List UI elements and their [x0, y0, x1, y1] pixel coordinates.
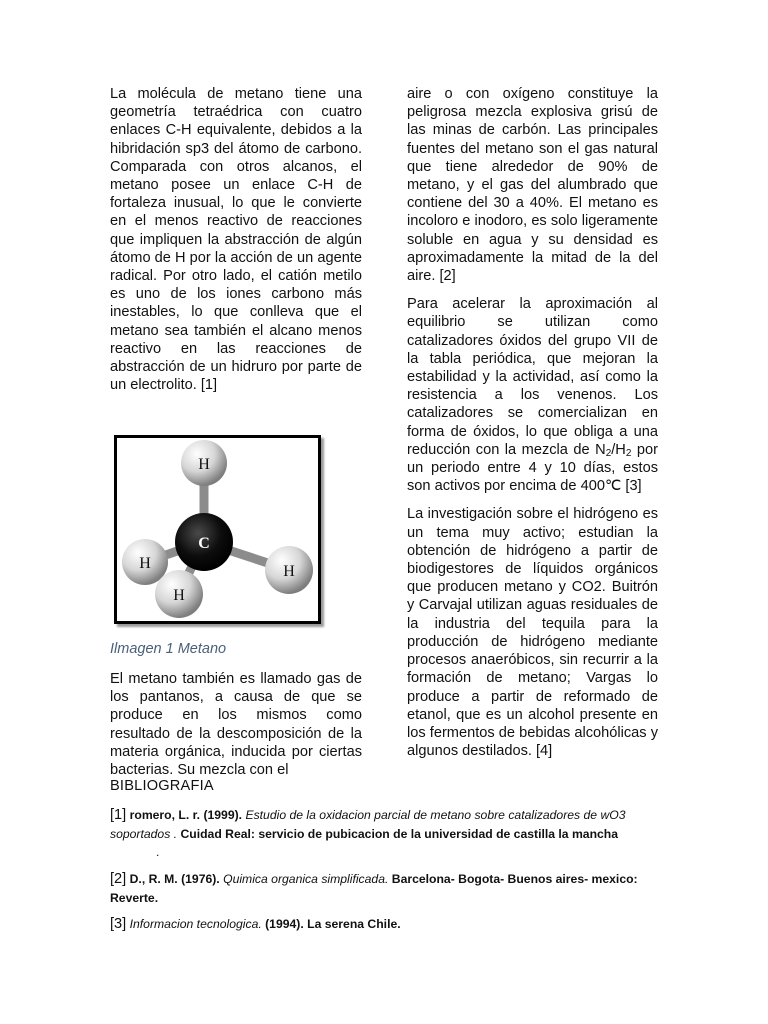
methane-figure: [114, 435, 321, 624]
reference-3: [110, 915, 670, 934]
reference-author: D., R. M. (1976).: [129, 872, 220, 886]
left-paragraph-1: La molécula de metano tiene una geometría tetraédrica con cuatro enlaces C-H equivalente, debidos a la hibridación sp3 del átomo de carbono. Comparada con otros alcanos, el metano posee un enlace C-H de fortaleza inusual, lo que le convierte en el menos reactivo de reacciones que impliquen la abstracción de algún átomo de H por la acción de un agente radical. Por otro lado, el catión metilo es uno de los iones carbono más inestables, lo que conlleva que el metano sea también el alcano menos reactivo en las reacciones de abstracción de un hidruro por parte de un electrolito. [1]: [110, 86, 362, 394]
right-paragraph-3: La investigación sobre el hidrógeno es un tema muy activo; estudian la obtención de hidrógeno a partir de biodigestores de líquidos orgánicos que producen metano y CO2. Buitrón y Carvajal utilizan aguas residuales de la industria del tequila para la producción de hidrógeno mediante procesos anaeróbicos, sin recurrir a la formación de metano; Vargas lo produce a partir de reformado de etanol, que es un alcohol presente en los fermentos de bebidas alcohólicas y algunos destilados. [4]: [407, 506, 658, 760]
right-paragraph-2-text-b: por un periodo entre 4 y 10 días, estos son activos por encima de 400℃ [3]: [407, 441, 659, 495]
reference-tail: .: [156, 845, 160, 859]
figure-caption: Ilmagen 1 Metano: [110, 641, 227, 657]
reference-title: Informacion tecnologica.: [129, 917, 262, 931]
left-column-lower: [110, 670, 362, 789]
left-paragraph-2: El metano también es llamado gas de los pantanos, a causa de que se produce en los mismos como resultado de la descomposición de la materia orgánica, inducida por ciertas bacterias. Su mezcla con el: [110, 671, 362, 779]
reference-number: [3]: [110, 916, 127, 932]
reference-2: [110, 870, 670, 907]
reference-1: [110, 806, 670, 862]
left-column: [110, 85, 362, 404]
subscript-n2: 2: [605, 447, 612, 459]
right-paragraph-2: [407, 295, 658, 495]
right-paragraph-2-text-a: Para acelerar la aproximación al equilibrio se utilizan como catalizadores óxidos del grupo VII de la tabla periódica, que mejoran la estabilidad y la actividad, así como la resistencia a los venenos. Los catalizadores se comercializan en forma de óxidos, lo que obliga a una reducción con la mezcla de N: [407, 296, 658, 458]
right-column: [407, 85, 658, 770]
label-h-right: H: [283, 563, 295, 580]
methane-molecule-image: [117, 438, 318, 621]
subscript-h2: 2: [625, 447, 632, 459]
right-paragraph-1: aire o con oxígeno constituye la peligrosa mezcla explosiva grisú de las minas de carbón. Las principales fuentes del metano son el gas natural que tiene alrededor de 90% de metano, y el gas del alumbrado que contiene del 30 a 40%. El metano es incoloro e inodoro, es solo ligeramente soluble en agua y su densidad es aproximadamente la mitad de la del aire. [2]: [407, 86, 658, 285]
right-paragraph-2-text-mid: /H: [611, 441, 626, 458]
reference-publisher: La serena Chile.: [307, 917, 401, 931]
reference-title: Estudio de la oxidacion parcial de metano sobre catalizadores de wO3 soportados .: [110, 808, 626, 841]
reference-number: [2]: [110, 871, 127, 887]
label-h-bottom: H: [173, 587, 185, 604]
bibliography-heading: BIBLIOGRAFIA: [110, 778, 214, 794]
reference-publisher: Cuidad Real: servicio de pubicacion de la universidad de castilla la mancha: [180, 826, 619, 841]
reference-publisher: Barcelona- Bogota- Buenos aires- mexico: Reverte.: [110, 872, 638, 905]
reference-author: romero, L. r. (1999).: [129, 808, 243, 822]
label-h-top: H: [198, 456, 210, 473]
reference-title: Quimica organica simplificada.: [223, 872, 389, 886]
reference-number: [1]: [110, 807, 127, 823]
label-c: C: [198, 535, 210, 552]
reference-year: (1994).: [265, 917, 304, 931]
label-h-left: H: [139, 555, 151, 572]
